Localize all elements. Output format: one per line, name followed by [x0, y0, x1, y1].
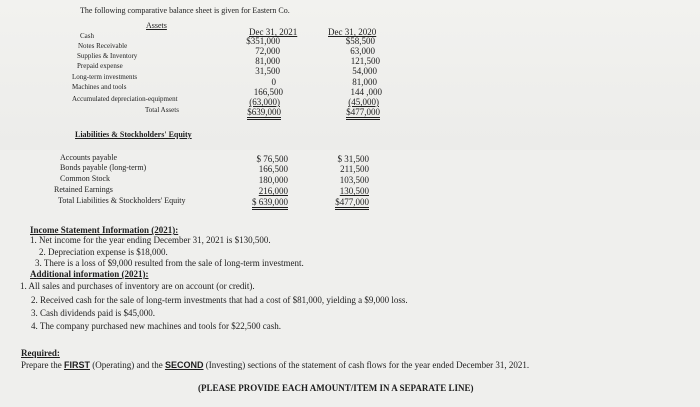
liab-2020-bonds: 211,500 — [340, 164, 369, 174]
asset-2021-total: $639,000 — [247, 108, 281, 120]
required-heading: Required: — [21, 348, 60, 358]
liab-2020-ap: $ 31,500 — [337, 154, 369, 164]
col-header-2021: Dec 31, 2021 — [249, 27, 298, 37]
liab-label-bonds: Bonds payable (long-term) — [60, 163, 147, 172]
liab-2021-common: 180,000 — [258, 175, 288, 185]
asset-label-accum-dep: Accumulated depreciation-equipment — [72, 95, 178, 103]
income-heading: Income Statement Information (2021): — [30, 225, 179, 235]
additional-item-4: 4. The company purchased new machines and tools for $22,500 cash. — [31, 321, 282, 331]
liab-label-retained: Retained Earnings — [54, 185, 113, 194]
asset-2020-supplies: 121,500 — [350, 56, 380, 66]
additional-item-3: 3. Cash dividends paid is $45,000. — [31, 308, 155, 318]
asset-label-notes: Notes Receivable — [78, 42, 128, 50]
asset-2020-investments: 81,000 — [352, 77, 377, 87]
asset-2020-cash: $58,500 — [345, 36, 375, 46]
asset-label-machines: Machines and tools — [72, 83, 127, 91]
required-note: (PLEASE PROVIDE EACH AMOUNT/ITEM IN A SEPARATE LINE) — [198, 383, 474, 393]
asset-label-supplies: Supplies & Inventory — [77, 52, 138, 60]
asset-2021-accum-dep: (63,000) — [249, 97, 280, 107]
liab-label-total: Total Liabilities & Stockholders' Equity — [58, 196, 186, 205]
asset-2020-total: $477,000 — [346, 108, 380, 120]
additional-heading: Additional information (2021): — [30, 269, 149, 279]
required-pre: Prepare the — [21, 360, 64, 370]
asset-2021-machines: 166,500 — [253, 87, 283, 97]
liab-2021-retained: 216,000 — [258, 186, 288, 196]
liab-label-ap: Accounts payable — [60, 153, 118, 162]
additional-item-2: 2. Received cash for the sale of long-term investments that had a cost of $81,000, yielding a $9,000 loss. — [31, 295, 408, 305]
required-text — [21, 361, 529, 370]
asset-2021-investments: 0 — [271, 77, 276, 87]
required-post: (Investing) sections of the statement of cash flows for the year ended December 31, 2021. — [203, 360, 530, 370]
asset-2020-accum-dep: (45,000) — [348, 97, 379, 107]
asset-label-prepaid: Prepaid expense — [77, 62, 123, 70]
additional-item-1: 1. All sales and purchases of inventory are on account (or credit). — [20, 281, 255, 291]
liab-2021-ap: $ 76,500 — [256, 154, 288, 164]
required-first: FIRST — [63, 360, 90, 370]
liab-2020-common: 103,500 — [339, 175, 369, 185]
asset-2021-notes: 72,000 — [255, 46, 280, 56]
asset-2021-prepaid: 31,500 — [255, 66, 280, 76]
asset-2020-notes: 63,000 — [350, 46, 375, 56]
asset-2021-cash: $351,000 — [246, 36, 280, 46]
asset-label-cash: Cash — [80, 32, 94, 40]
asset-2020-prepaid: 54,000 — [352, 66, 377, 76]
col-header-2020: Dec 31, 2020 — [328, 27, 377, 37]
required-second: SECOND — [164, 360, 204, 370]
asset-2020-machines: 144 ,000 — [350, 87, 382, 97]
liabilities-heading: Liabilities & Stockholders' Equity — [75, 130, 192, 139]
income-item-3: 3. There is a loss of $9,000 resulted from the sale of long-term investment. — [35, 258, 304, 268]
liab-2020-retained: 130,500 — [339, 186, 369, 196]
asset-label-total: Total Assets — [145, 106, 179, 114]
asset-label-investments: Long-term investments — [72, 73, 138, 81]
assets-heading: Assets — [146, 21, 167, 30]
intro-text: The following comparative balance sheet is given for Eastern Co. — [80, 6, 290, 15]
asset-2021-supplies: 81,000 — [255, 56, 280, 66]
liab-2021-bonds: 166,500 — [258, 164, 288, 174]
required-mid: (Operating) and the — [89, 360, 165, 370]
liab-2021-total: $ 639,000 — [252, 198, 288, 210]
liab-2020-total: $477,000 — [335, 198, 369, 210]
income-item-1: 1. Net income for the year ending December 31, 2021 is $130,500. — [30, 235, 271, 245]
income-item-2: 2. Depreciation expense is $18,000. — [39, 247, 168, 257]
liab-label-common: Common Stock — [60, 174, 111, 183]
